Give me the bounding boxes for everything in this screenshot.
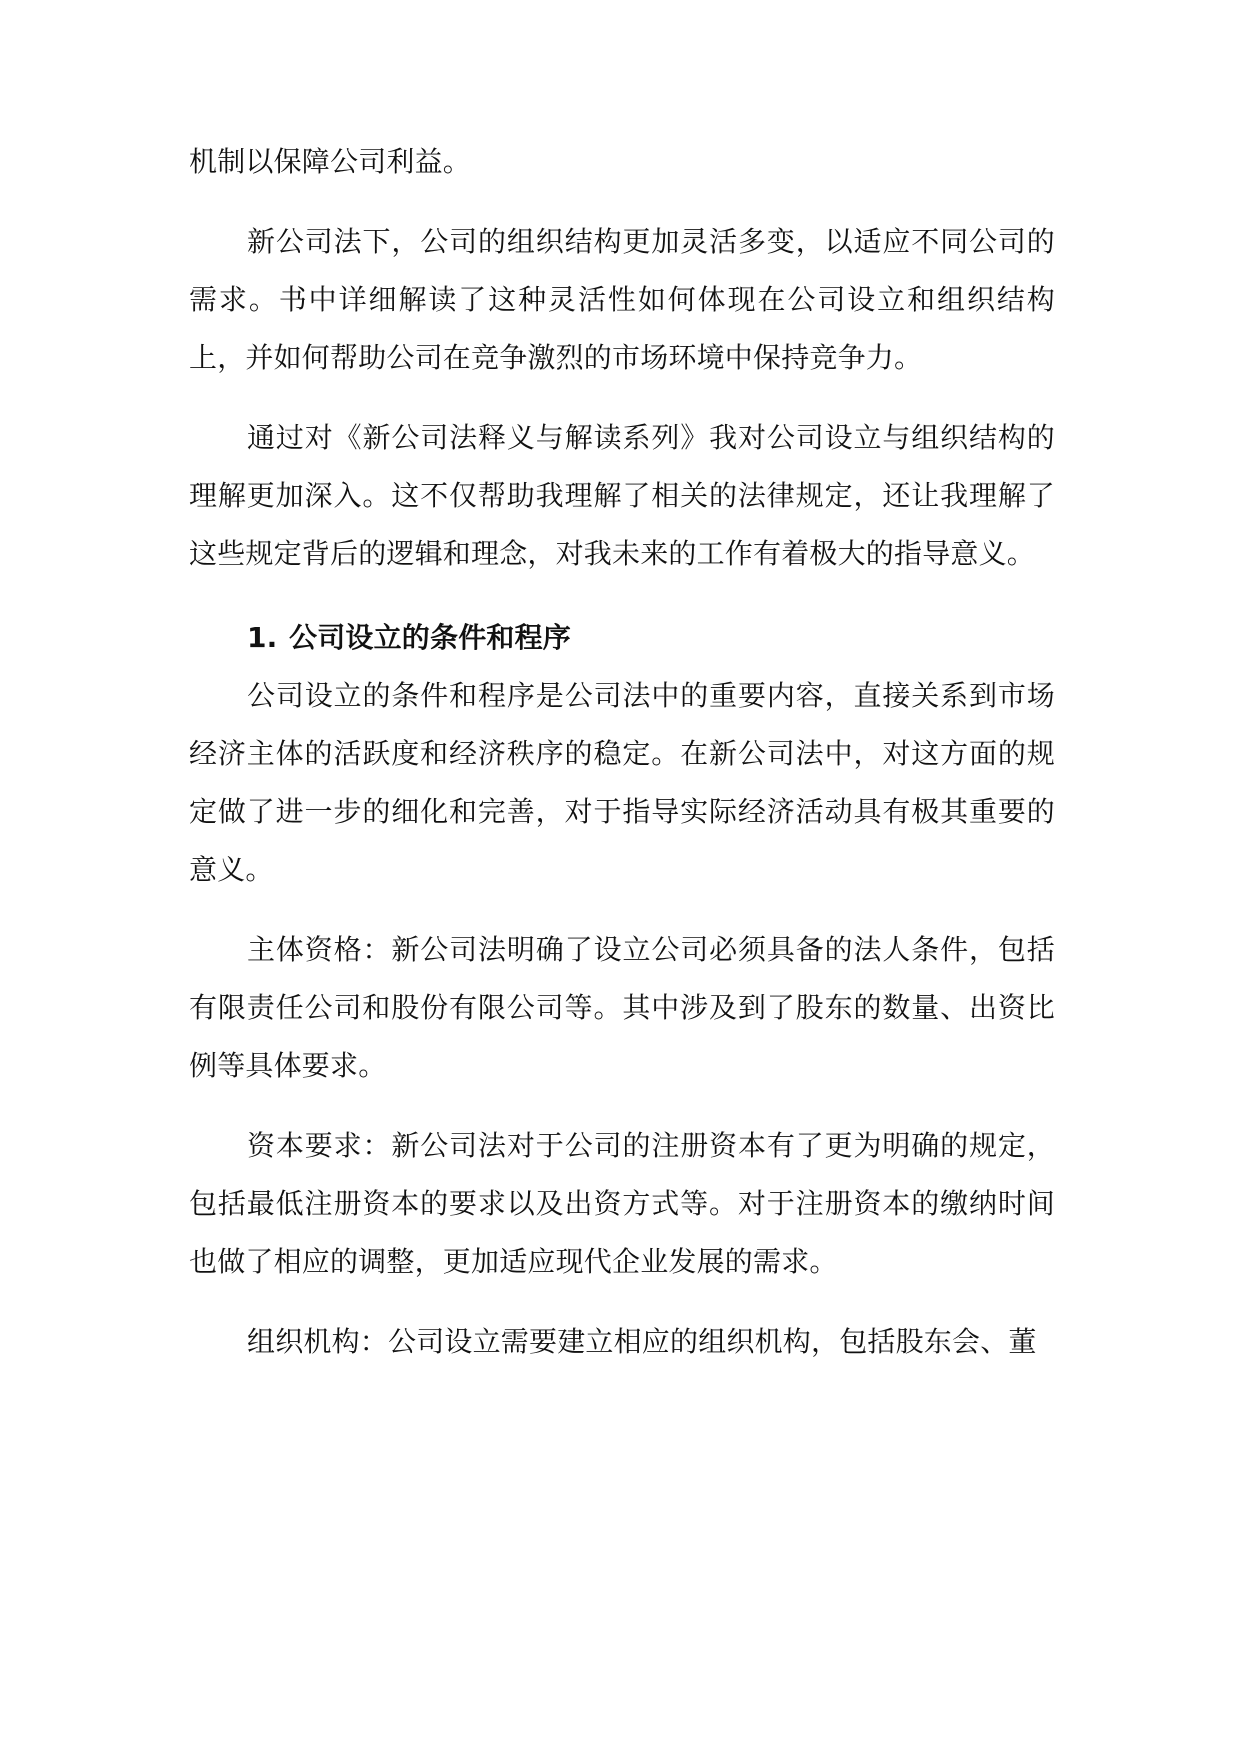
- paragraph-gap: [189, 899, 1055, 921]
- section-heading: [189, 609, 1055, 667]
- paragraph-gap: [189, 1095, 1055, 1117]
- paragraph-gap: [189, 387, 1055, 409]
- paragraph-establishment-intro: 公司设立的条件和程序是公司法中的重要内容，直接关系到市场经济主体的活跃度和经济秩序的稳定。在新公司法中，对这方面的规定做了进一步的细化和完善，对于指导实际经济活动具有极其重要的意义。: [189, 679, 1055, 886]
- document-body: [189, 133, 1055, 1371]
- section-title: 公司设立的条件和程序: [289, 621, 572, 654]
- paragraph-gap: [189, 1291, 1055, 1313]
- paragraph-capital-requirement: 资本要求：新公司法对于公司的注册资本有了更为明确的规定，包括最低注册资本的要求以及出资方式等。对于注册资本的缴纳时间也做了相应的调整，更加适应现代企业发展的需求。: [189, 1129, 1055, 1278]
- paragraph-organizational-structure: 组织机构：公司设立需要建立相应的组织机构，包括股东会、董: [247, 1325, 1037, 1358]
- paragraph-gap: [189, 191, 1055, 213]
- paragraph-subject-qualification: 主体资格：新公司法明确了设立公司必须具备的法人条件，包括有限责任公司和股份有限公司等。其中涉及到了股东的数量、出资比例等具体要求。: [189, 933, 1055, 1082]
- paragraph-flexible-structure: 新公司法下，公司的组织结构更加灵活多变，以适应不同公司的需求。书中详细解读了这种灵活性如何体现在公司设立和组织结构上，并如何帮助公司在竞争激烈的市场环境中保持竞争力。: [189, 225, 1055, 374]
- paragraph-book-reflection: 通过对《新公司法释义与解读系列》我对公司设立与组织结构的理解更加深入。这不仅帮助我理解了相关的法律规定，还让我理解了这些规定背后的逻辑和理念，对我未来的工作有着极大的指导意义。: [189, 421, 1055, 570]
- section-number: 1.: [247, 621, 278, 654]
- paragraph-continuation: 机制以保障公司利益。: [189, 145, 472, 178]
